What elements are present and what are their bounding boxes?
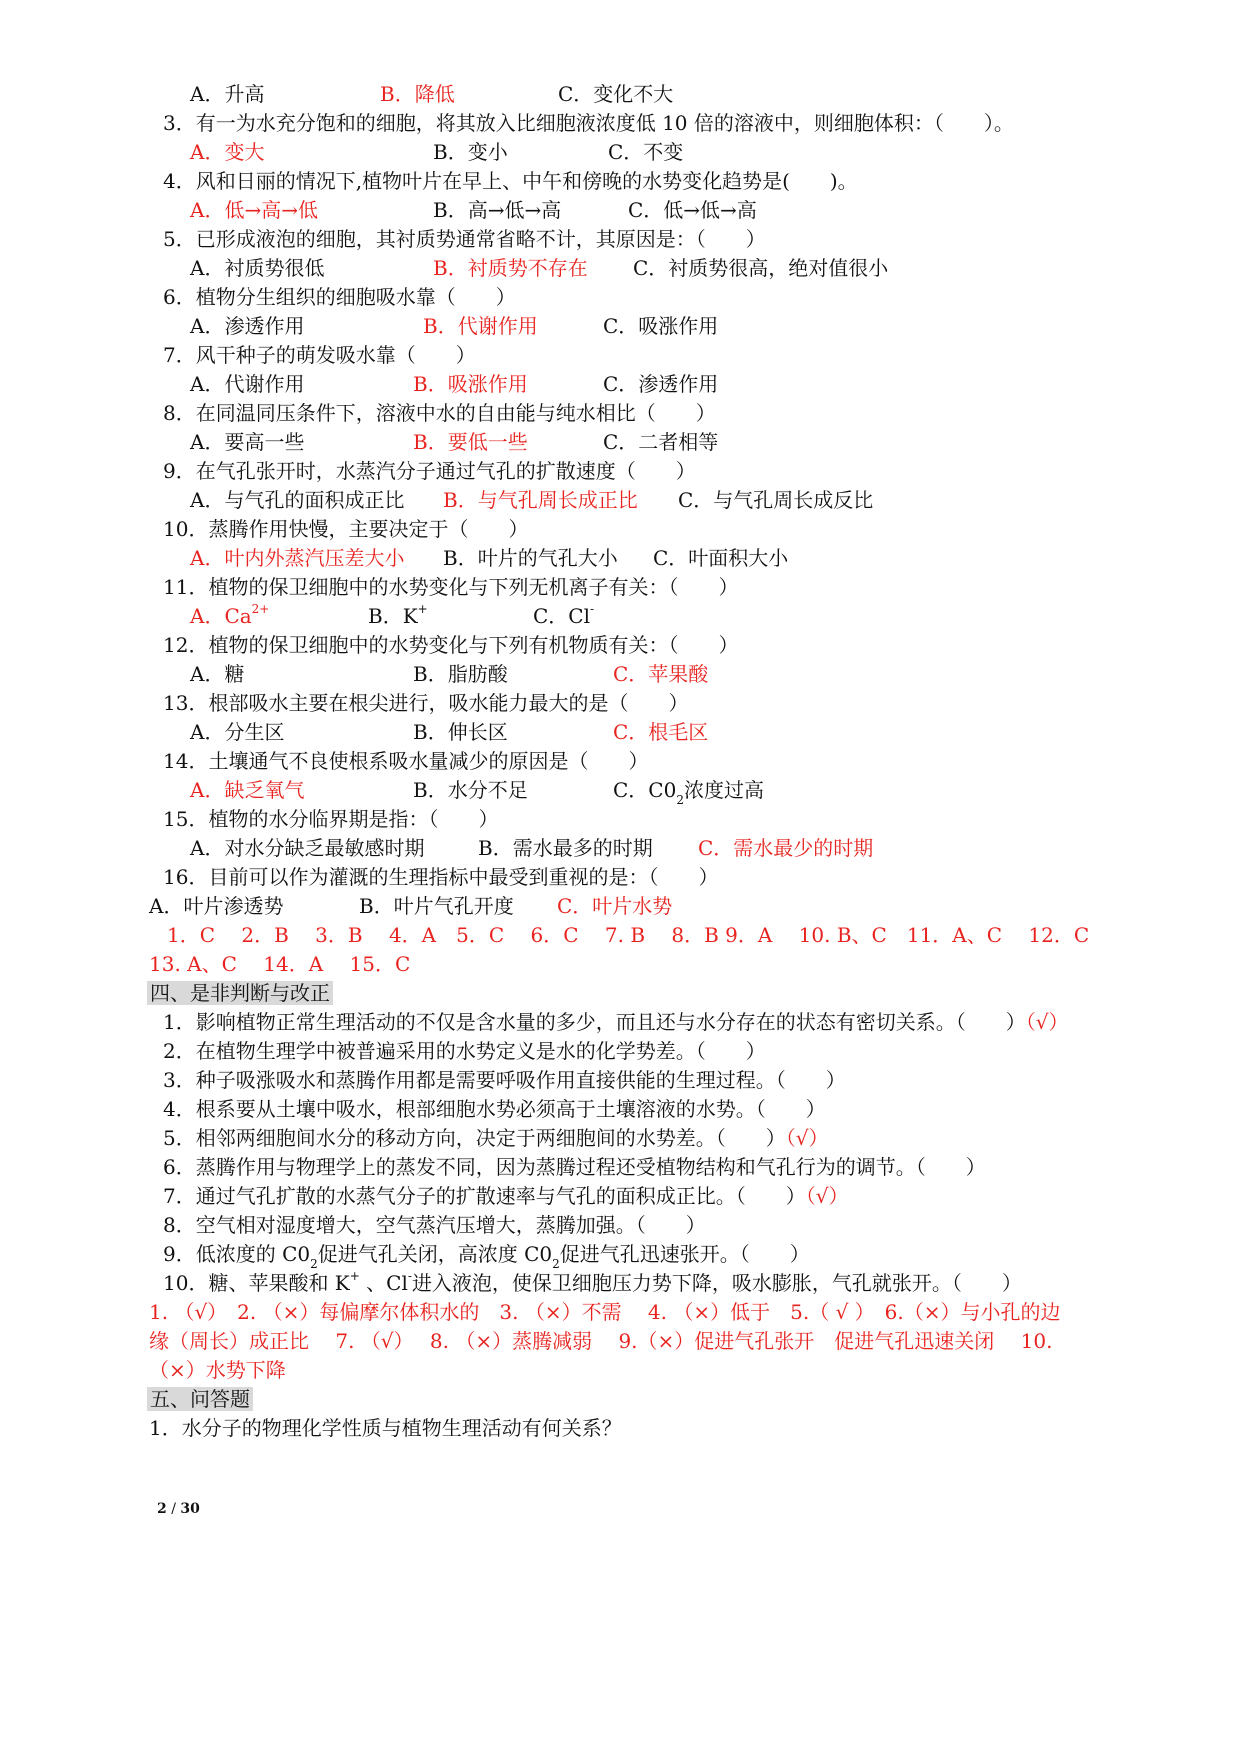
q14-stem: 14．土壤通气不良使根系吸水量减少的原因是（ ） [163, 749, 649, 773]
tf-answers-line3: （×）水势下降 [149, 1358, 286, 1382]
tf-item-6: 6．蒸腾作用与物理学上的蒸发不同，因为蒸腾过程还受植物结构和气孔行为的调节。（ ） [163, 1155, 986, 1179]
q11-stem: 11．植物的保卫细胞中的水势变化与下列无机离子有关：（ ） [163, 575, 739, 599]
q16-option-b: B．叶片气孔开度 [359, 894, 514, 918]
q14-option-b: B．水分不足 [413, 778, 528, 802]
q13-option-c: C．根毛区 [613, 720, 709, 744]
tf-answers-line1: 1. （√） 2. （×）每偏摩尔体积水的 3. （×）不需 4. （×）低于 5.（ √ ） 6.（×）与小孔的边 [149, 1300, 1061, 1324]
q5-options [190, 255, 889, 281]
section4-title: 四、是非判断与改正 [147, 980, 333, 1006]
q8-option-c: C．二者相等 [603, 430, 719, 454]
q5-option-c: C．衬质势很高，绝对值很小 [633, 256, 889, 280]
q13-stem: 13．根部吸水主要在根尖进行，吸水能力最大的是（ ） [163, 691, 689, 715]
q16-option-c: C．叶片水势 [557, 894, 673, 918]
q7-options [190, 371, 719, 397]
q4-stem: 4．风和日丽的情况下,植物叶片在早上、中午和傍晚的水势变化趋势是( )。 [163, 169, 858, 193]
q15-stem: 15．植物的水分临界期是指：（ ） [163, 807, 499, 831]
q3-option-c: C．不变 [608, 140, 684, 164]
q15-option-a: A．对水分缺乏最敏感时期 [190, 836, 425, 860]
q6-option-c: C．吸涨作用 [603, 314, 719, 338]
tf-item-10: 10．糖、苹果酸和 K+ 、Cl-进入液泡，使保卫细胞压力势下降，吸水膨胀，气孔就张开。（ ） [163, 1269, 1022, 1295]
q4-option-c: C．低→低→高 [628, 198, 757, 222]
q9-options [190, 487, 874, 513]
q8-stem: 8．在同温同压条件下，溶液中水的自由能与纯水相比（ ） [163, 401, 716, 425]
q16-option-a: A．叶片渗透势 [149, 894, 284, 918]
q12-option-a: A．糖 [190, 662, 245, 686]
q12-options [190, 661, 709, 687]
page-number: 2 / 30 [157, 1501, 200, 1517]
q4-options [190, 197, 757, 223]
q10-option-c: C．叶面积大小 [653, 546, 789, 570]
q10-options [190, 545, 789, 571]
q10-option-b: B．叶片的气孔大小 [443, 546, 618, 570]
q9-stem: 9．在气孔张开时，水蒸汽分子通过气孔的扩散速度（ ） [163, 459, 696, 483]
q11-options [190, 602, 595, 629]
q7-option-a: A．代谢作用 [190, 372, 305, 396]
q7-option-b: B．吸涨作用 [413, 372, 528, 396]
q5-option-b: B．衬质势不存在 [433, 256, 588, 280]
q3-options [190, 139, 684, 165]
tf-answers-line2: 缘（周长）成正比 7. （√） 8. （×）蒸腾减弱 9.（×）促进气孔张开 促进气孔迅速关闭 10. [149, 1329, 1053, 1353]
tf-item-5: 5．相邻两细胞间水分的移动方向，决定于两细胞间的水势差。（ ）（√） [163, 1126, 829, 1150]
q7-stem: 7．风干种子的萌发吸水靠（ ） [163, 343, 476, 367]
q6-option-b: B．代谢作用 [423, 314, 538, 338]
q15-options [190, 835, 874, 861]
q15-option-c: C．需水最少的时期 [698, 836, 874, 860]
q14-options [190, 777, 764, 807]
q3-stem: 3．有一为水充分饱和的细胞，将其放入比细胞液浓度低 10 倍的溶液中，则细胞体积：（ ）。 [163, 111, 1014, 135]
q6-option-a: A．渗透作用 [190, 314, 305, 338]
q11-option-b: B．K+ [368, 602, 428, 628]
q10-option-a: A．叶内外蒸汽压差大小 [190, 546, 405, 570]
tf-mark-7: （√） [805, 1184, 849, 1208]
q4-option-a: A．低→高→低 [190, 198, 318, 222]
q9-option-c: C．与气孔周长成反比 [678, 488, 874, 512]
q4-option-b: B．高→低→高 [433, 198, 562, 222]
q9-option-b: B．与气孔周长成正比 [443, 488, 638, 512]
q12-stem: 12．植物的保卫细胞中的水势变化与下列有机物质有关：（ ） [163, 633, 739, 657]
q7-option-c: C．渗透作用 [603, 372, 719, 396]
q6-stem: 6．植物分生组织的细胞吸水靠（ ） [163, 285, 516, 309]
q2-option-b: B．降低 [380, 82, 455, 106]
q2-options [190, 81, 674, 107]
mc-answers-line2: 13. A、C 14．A 15．C [149, 952, 411, 976]
q2-option-c: C．变化不大 [558, 82, 674, 106]
tf-item-9: 9．低浓度的 $C0_2$促进气孔关闭，高浓度 $C0_2$促进气孔迅速张开。（ ） [163, 1242, 810, 1271]
essay-question-1: 1．水分子的物理化学性质与植物生理活动有何关系？ [149, 1416, 622, 1440]
q3-option-a: A．变大 [190, 140, 265, 164]
q13-options [190, 719, 709, 745]
tf-mark-1: （√） [1025, 1010, 1069, 1034]
q14-option-c: C．$C0_2$浓度过高 [613, 778, 764, 807]
q14-option-a: A．缺乏氧气 [190, 778, 305, 802]
q5-option-a: A．衬质势很低 [190, 256, 325, 280]
q2-option-a: A．升高 [190, 82, 265, 106]
q8-option-a: A．要高一些 [190, 430, 305, 454]
tf-mark-5: （√） [785, 1126, 829, 1150]
q15-option-b: B．需水最多的时期 [478, 836, 653, 860]
q11-option-c: C．Cl- [533, 602, 595, 628]
q16-options [149, 893, 673, 919]
q9-option-a: A．与气孔的面积成正比 [190, 488, 405, 512]
tf-item-7: 7．通过气孔扩散的水蒸气分子的扩散速率与气孔的面积成正比。（ ）（√） [163, 1184, 849, 1208]
q3-option-b: B．变小 [433, 140, 508, 164]
tf-item-1: 1．影响植物正常生理活动的不仅是含水量的多少，而且还与水分存在的状态有密切关系。（ ）（√） [163, 1010, 1069, 1034]
q5-stem: 5．已形成液泡的细胞，其衬质势通常省略不计，其原因是：（ ） [163, 227, 766, 251]
tf-item-3: 3．种子吸涨吸水和蒸腾作用都是需要呼吸作用直接供能的生理过程。（ ） [163, 1068, 846, 1092]
mc-answers-line1: 1．C 2．B 3．B 4．A 5．C 6．C 7. B 8．B 9．A 10. B、C 11．A、C 12．C [167, 923, 1090, 947]
q6-options [190, 313, 719, 339]
q13-option-a: A．分生区 [190, 720, 285, 744]
tf-item-8: 8．空气相对湿度增大，空气蒸汽压增大，蒸腾加强。（ ） [163, 1213, 706, 1237]
q16-stem: 16．目前可以作为灌溉的生理指标中最受到重视的是：（ ） [163, 865, 719, 889]
q12-option-c: C．苹果酸 [613, 662, 709, 686]
section5-title: 五、问答题 [147, 1386, 253, 1412]
q13-option-b: B．伸长区 [413, 720, 508, 744]
q11-option-a: A．$Ca^{2+}$ [190, 602, 270, 628]
tf-item-2: 2．在植物生理学中被普遍采用的水势定义是水的化学势差。（ ） [163, 1039, 766, 1063]
q8-option-b: B．要低一些 [413, 430, 528, 454]
q12-option-b: B．脂肪酸 [413, 662, 508, 686]
q10-stem: 10．蒸腾作用快慢，主要决定于（ ） [163, 517, 529, 541]
tf-item-4: 4．根系要从土壤中吸水，根部细胞水势必须高于土壤溶液的水势。（ ） [163, 1097, 826, 1121]
q8-options [190, 429, 719, 455]
